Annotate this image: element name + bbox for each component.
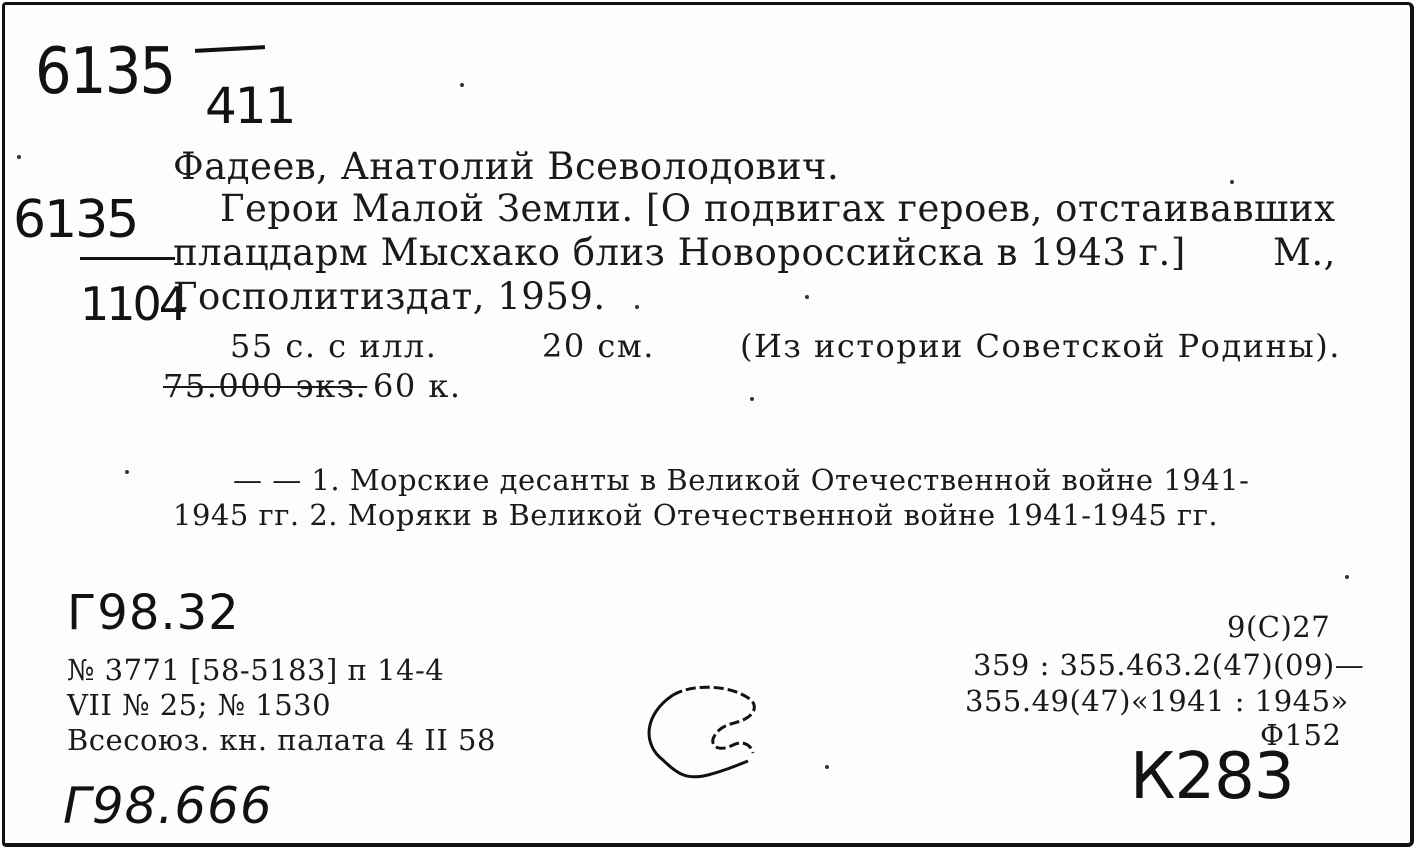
- handwritten-subcode: 411: [205, 77, 295, 135]
- classification-code: 9(С)27: [1227, 610, 1331, 644]
- publisher-line: Госполитиздат, 1959.: [173, 275, 606, 318]
- speck: [1230, 180, 1234, 184]
- speck: [125, 470, 129, 474]
- footer-record-number: № 3771 [58-5183] п 14-4: [67, 653, 445, 687]
- udc-line-2: 355.49(47)«1941 : 1945»: [965, 684, 1349, 718]
- handwritten-shelf-code: 6135: [35, 35, 175, 109]
- catalog-card: [2, 2, 1414, 847]
- author-heading: Фадеев, Анатолий Всеволодович.: [173, 145, 840, 188]
- print-run: 75.000 экз.: [163, 367, 368, 405]
- footer-volume: VII № 25; № 1530: [67, 688, 332, 722]
- physical-description: 55 с. с илл.: [230, 327, 438, 365]
- speck: [460, 83, 464, 87]
- handwritten-underline: [80, 257, 175, 260]
- handwritten-fraction-line: [195, 45, 265, 53]
- subject-line-2: 1945 гг. 2. Моряки в Великой Отечественной войне 1941-1945 гг.: [173, 498, 1219, 532]
- series-note: (Из истории Советской Родины).: [740, 327, 1341, 365]
- scribble-mark: [633, 675, 773, 795]
- price: 60 к.: [373, 367, 462, 405]
- handwritten-class-1: Г98.32: [67, 585, 240, 641]
- handwritten-margin-code: 6135: [13, 190, 138, 250]
- subject-line-1: — — 1. Морские десанты в Великой Отечественной войне 1941-: [233, 463, 1250, 497]
- handwritten-stamp-code: К283: [1130, 740, 1294, 814]
- speck: [805, 295, 809, 299]
- speck: [825, 765, 829, 769]
- title-line-1: Герои Малой Земли. [О подвигах героев, отстаивавших: [220, 187, 1336, 230]
- footer-chamber: Всесоюз. кн. палата 4 II 58: [67, 723, 496, 757]
- speck: [17, 155, 21, 159]
- speck: [635, 305, 639, 309]
- book-size: 20 см.: [542, 327, 655, 365]
- author-mark: Ф152: [1260, 718, 1342, 752]
- udc-line-1: 359 : 355.463.2(47)(09)—: [973, 648, 1365, 682]
- speck: [750, 397, 754, 401]
- handwritten-class-2: Г98.666: [63, 777, 273, 835]
- speck: [1345, 575, 1349, 579]
- imprint-place: М.,: [1273, 231, 1336, 274]
- handwritten-margin-number: 1104: [80, 277, 186, 331]
- title-line-2: плацдарм Мысхако близ Новороссийска в 1943 г.]: [173, 231, 1186, 274]
